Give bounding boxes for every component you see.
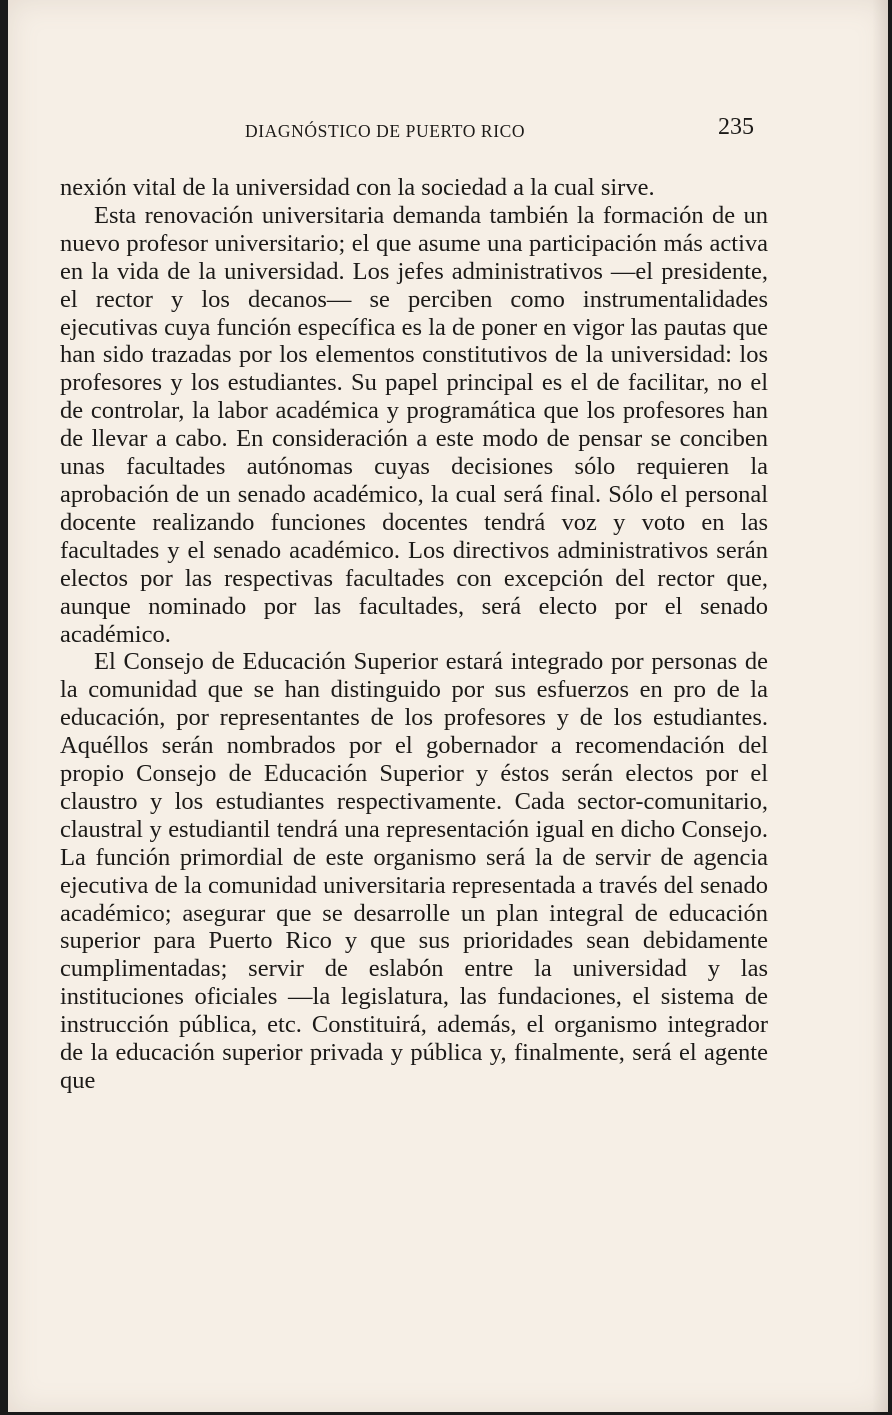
page-number: 235 — [718, 114, 754, 140]
page-header — [8, 112, 888, 152]
paragraph-university-renewal: Esta renovación universitaria demanda también la formación de un nuevo profesor universitario; el que asume una participación más activa en la vida de la universidad. Los jefes administrativos —el presidente, el rector y los decanos— se perciben como instrumentalidades ejecutivas cuya función específica es la de poner en vigor las pautas que han sido trazadas por los elementos constitutivos de la universidad: los profesores y los estudiantes. Su papel principal es el de facilitar, no el de controlar, la labor académica y programática que los profesores han de llevar a cabo. En consideración a este modo de pensar se conciben unas facultades autónomas cuyas decisiones sólo requieren la aprobación de un senado académico, la cual será final. Sólo el personal docente realizando funciones docentes tendrá voz y voto en las facultades y el senado académico. Los directivos administrativos serán electos por las respectivas facultades con excepción del rector que, aunque nominado por las facultades, será electo por el senado académico. — [60, 201, 768, 648]
page-edge-shadow — [872, 0, 888, 1412]
book-page — [8, 0, 888, 1412]
body-text — [60, 174, 768, 1095]
running-head: DIAGNÓSTICO DE PUERTO RICO — [245, 121, 526, 141]
paragraph-higher-education-council: El Consejo de Educación Superior estará integrado por personas de la comunidad que se han distinguido por sus esfuerzos en pro de la educación, por representantes de los profesores y de los estudiantes. Aquéllos serán nombrados por el gobernador a recomendación del propio Consejo de Educación Superior y éstos serán electos por el claustro y los estudiantes respectivamente. Cada sector-comunitario, claustral y estudiantil tendrá una representación igual en dicho Consejo. La función primordial de este organismo será la de servir de agencia ejecutiva de la comunidad universitaria representada a través del senado académico; asegurar que se desarrolle un plan integral de educación superior para Puerto Rico y que sus prioridades sean debidamente cumplimentadas; servir de eslabón entre la universidad y las instituciones oficiales —la legislatura, las fundaciones, el sistema de instrucción pública, etc. Constituirá, además, el organismo integrador de la educación superior privada y pública y, finalmente, será el agente que — [60, 648, 768, 1094]
paragraph-continuation: nexión vital de la universidad con la sociedad a la cual sirve. — [60, 174, 655, 201]
